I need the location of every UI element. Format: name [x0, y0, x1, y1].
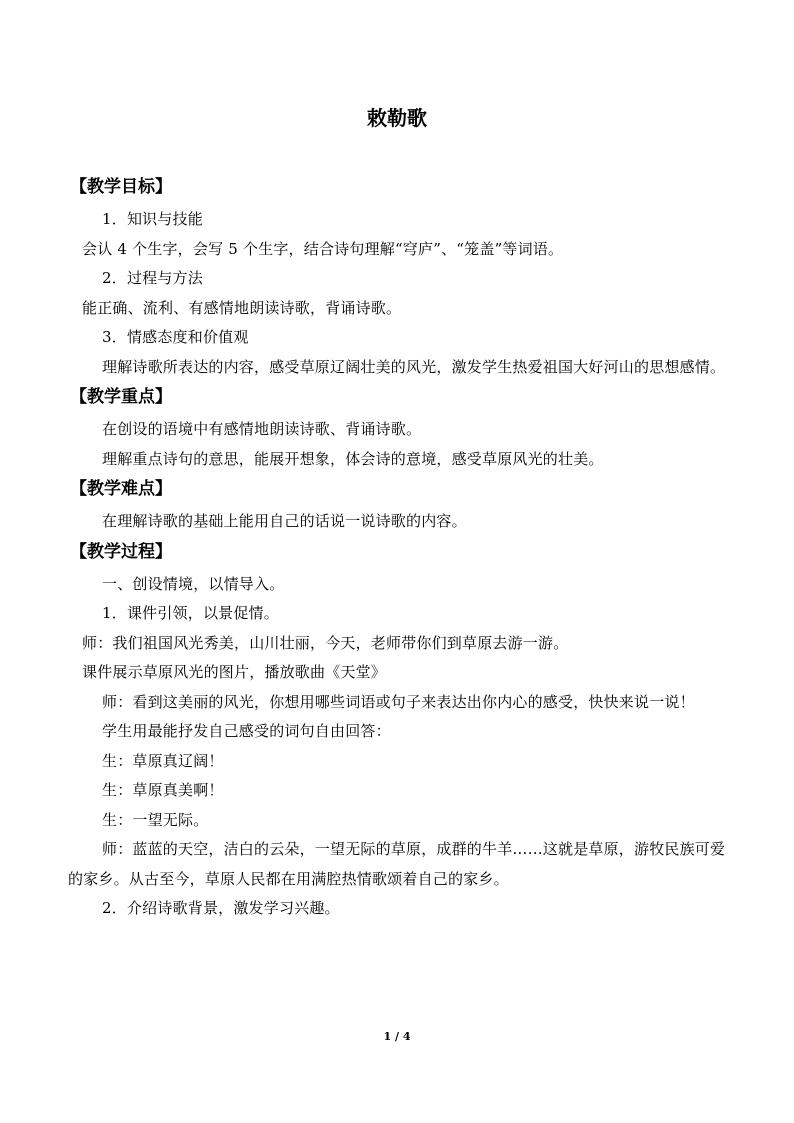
paragraph: 会认 4 个生字，会写 5 个生字，结合诗句理解“穹庐”、“笼盖”等词语。 — [82, 239, 564, 258]
paragraph: 生：草原真辽阔！ — [102, 751, 224, 770]
paragraph: 在创设的语境中有感情地朗读诗歌、背诵诗歌。 — [102, 420, 422, 438]
paragraph: 生：一望无际。 — [102, 810, 209, 829]
paragraph: 师：我们祖国风光秀美，山川壮丽，今天，老师带你们到草原去游一游。 — [82, 633, 569, 652]
page-number: 1 / 4 — [383, 1030, 411, 1043]
paragraph: 2．过程与方法 — [102, 269, 203, 287]
section-heading-difficulties: 【教学难点】 — [70, 479, 172, 499]
section-heading-objectives: 【教学目标】 — [70, 177, 172, 197]
document-body — [68, 172, 728, 924]
paragraph: 学生用最能抒发自己感受的词句自由回答： — [102, 722, 391, 740]
paragraph: 生：草原真美啊！ — [102, 781, 224, 799]
paragraph: 理解重点诗句的意思，能展开想象，体会诗的意境，感受草原风光的壮美。 — [102, 449, 604, 468]
document-title: 敕勒歌 — [367, 106, 427, 130]
section-heading-key-points: 【教学重点】 — [70, 387, 172, 407]
paragraph: 一、创设情境，以情导入。 — [102, 574, 285, 593]
paragraph: 在理解诗歌的基础上能用自己的话说一说诗歌的内容。 — [102, 512, 467, 530]
paragraph: 3．情感态度和价值观 — [102, 328, 249, 346]
paragraph: 师：看到这美丽的风光，你想用哪些词语或句子来表达出你内心的感受，快快来说一说！ — [102, 692, 695, 711]
paragraph: 师：蓝蓝的天空，洁白的云朵，一望无际的草原，成群的牛羊……这就是草原，游牧民族可爱的家乡。从古至今，草原人民都在用满腔热情歌颂着自己的家乡。 — [68, 840, 726, 888]
section-heading-process: 【教学过程】 — [70, 541, 172, 562]
paragraph: 理解诗歌所表达的内容，感受草原辽阔壮美的风光，激发学生热爱祖国大好河山的思想感情。 — [102, 357, 726, 376]
paragraph: 课件展示草原风光的图片，播放歌曲《天堂》 — [82, 663, 387, 681]
paragraph: 1．知识与技能 — [102, 210, 203, 228]
paragraph: 能正确、流利、有感情地朗读诗歌，背诵诗歌。 — [82, 298, 402, 317]
paragraph: 1．课件引领，以景促情。 — [102, 604, 279, 622]
paragraph: 2．介绍诗歌背景，激发学习兴趣。 — [102, 899, 340, 917]
